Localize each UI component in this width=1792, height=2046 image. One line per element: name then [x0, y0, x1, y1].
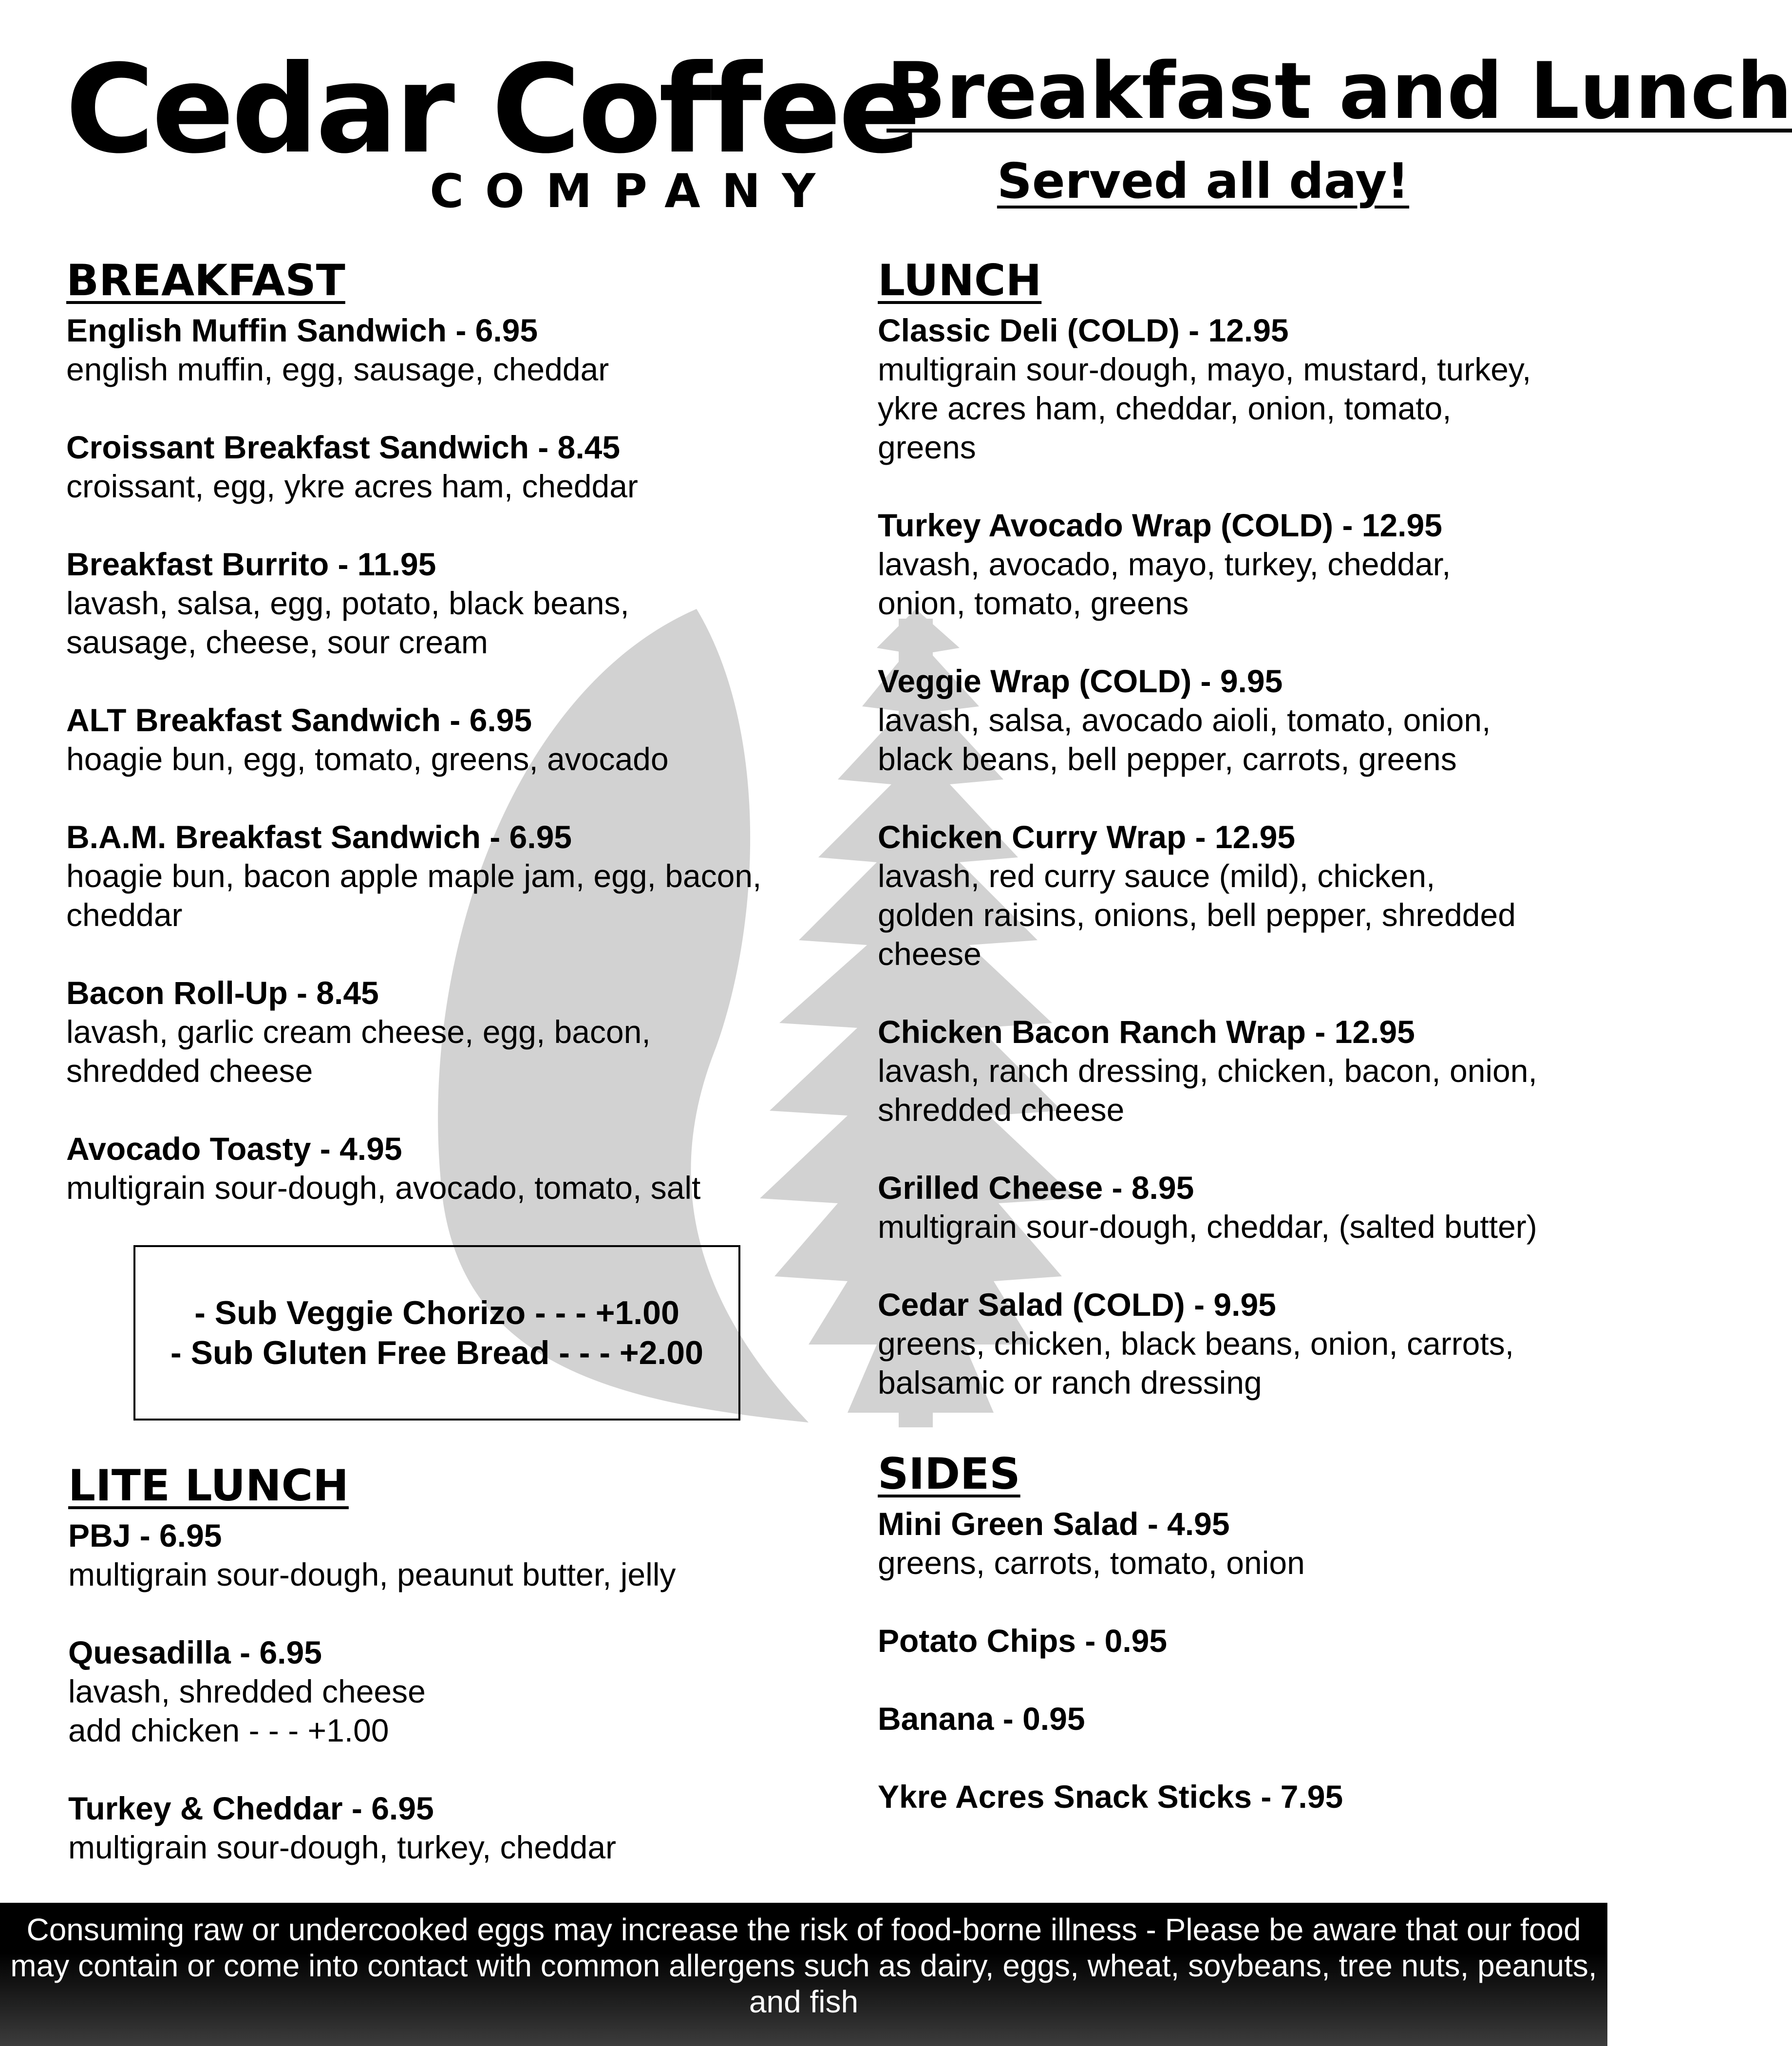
menu-item-name: Ykre Acres Snack Sticks - 7.95	[878, 1779, 1343, 1815]
sides-section	[878, 1449, 1599, 1855]
logo-main-text: Cedar Coffee	[65, 38, 918, 180]
menu-item	[878, 1621, 1599, 1660]
menu-item	[878, 1699, 1599, 1738]
menu-item-name: Avocado Toasty - 4.95	[66, 1131, 402, 1167]
menu-item-name: Veggie Wrap (COLD) - 9.95	[878, 663, 1283, 699]
menu-item	[66, 701, 826, 778]
lunch-title: LUNCH	[878, 255, 1042, 305]
menu-item	[68, 1633, 828, 1750]
menu-item-desc: lavash, salsa, egg, potato, black beans, sausage, cheese, sour cream	[66, 585, 629, 660]
menu-item	[878, 1168, 1599, 1246]
menu-item-name: Banana - 0.95	[878, 1701, 1085, 1737]
breakfast-title: BREAKFAST	[66, 255, 345, 305]
menu-item	[66, 973, 826, 1090]
allergen-notice-footer	[0, 1903, 1607, 2046]
menu-item	[68, 1789, 828, 1867]
menu-item-desc: lavash, avocado, mayo, turkey, cheddar, onion, tomato, greens	[878, 546, 1451, 621]
menu-item-name: Turkey & Cheddar - 6.95	[68, 1790, 434, 1826]
menu-item-name: Quesadilla - 6.95	[68, 1634, 322, 1670]
menu-item	[68, 1516, 828, 1594]
menu-item-desc: lavash, red curry sauce (mild), chicken, golden raisins, onions, bell pepper, shredded cheese	[878, 858, 1516, 972]
menu-item	[878, 1777, 1599, 1816]
allergen-notice-text: Consuming raw or undercooked eggs may increase the risk of food-borne illness - Please be aware that our food may contain or come into contact with common allergens such as dairy, eggs, wheat, soybeans, tree nuts, peanuts, and fish	[10, 1912, 1597, 2019]
menu-item-name: Turkey Avocado Wrap (COLD) - 12.95	[878, 507, 1442, 543]
substitution-box	[133, 1245, 740, 1421]
menu-item	[878, 1504, 1599, 1582]
menu-item	[878, 817, 1599, 973]
menu-item-desc: english muffin, egg, sausage, cheddar	[66, 351, 609, 387]
menu-item	[878, 1285, 1599, 1402]
menu-item-desc: multigrain sour-dough, peaunut butter, jelly	[68, 1556, 676, 1592]
menu-item-desc: hoagie bun, egg, tomato, greens, avocado	[66, 741, 669, 777]
menu-item	[66, 817, 826, 934]
menu-item-name: PBJ - 6.95	[68, 1517, 222, 1553]
menu-item-name: Bacon Roll-Up - 8.45	[66, 975, 379, 1011]
company-logo	[65, 38, 918, 218]
menu-item-desc: hoagie bun, bacon apple maple jam, egg, bacon, cheddar	[66, 858, 762, 933]
menu-item	[878, 662, 1599, 778]
page-subtitle: Served all day!	[997, 152, 1410, 209]
menu-item-name: Cedar Salad (COLD) - 9.95	[878, 1287, 1276, 1323]
menu-item-name: English Muffin Sandwich - 6.95	[66, 312, 538, 348]
menu-item-desc: lavash, salsa, avocado aioli, tomato, onion, black beans, bell pepper, carrots, greens	[878, 702, 1491, 777]
menu-item-desc: greens, chicken, black beans, onion, carrots, balsamic or ranch dressing	[878, 1326, 1514, 1401]
menu-item-name: Classic Deli (COLD) - 12.95	[878, 312, 1289, 348]
menu-item-name: Potato Chips - 0.95	[878, 1623, 1168, 1659]
menu-item-name: B.A.M. Breakfast Sandwich - 6.95	[66, 819, 572, 855]
menu-item-desc: greens, carrots, tomato, onion	[878, 1545, 1305, 1581]
menu-item	[66, 545, 826, 662]
page-title: Breakfast and Lunch	[887, 45, 1792, 136]
menu-item-desc: multigrain sour-dough, mayo, mustard, turkey, ykre acres ham, cheddar, onion, tomato, greens	[878, 351, 1531, 465]
logo-sub-text: COMPANY	[430, 165, 837, 218]
menu-item-desc: lavash, ranch dressing, chicken, bacon, onion, shredded cheese	[878, 1053, 1537, 1128]
breakfast-section	[66, 255, 826, 1246]
menu-item-desc: multigrain sour-dough, cheddar, (salted butter)	[878, 1209, 1537, 1245]
menu-item-name: Mini Green Salad - 4.95	[878, 1506, 1230, 1542]
menu-item-name: Breakfast Burrito - 11.95	[66, 546, 436, 582]
menu-item-desc: multigrain sour-dough, turkey, cheddar	[68, 1829, 617, 1865]
substitution-line: - Sub Gluten Free Bread - - - +2.00	[170, 1334, 703, 1371]
menu-item-name: ALT Breakfast Sandwich - 6.95	[66, 702, 532, 738]
lunch-section	[878, 255, 1599, 1441]
menu-item	[66, 1129, 826, 1207]
menu-item-name: Chicken Bacon Ranch Wrap - 12.95	[878, 1014, 1415, 1050]
menu-item	[878, 311, 1599, 467]
menu-item-desc: croissant, egg, ykre acres ham, cheddar	[66, 468, 638, 504]
menu-item-name: Croissant Breakfast Sandwich - 8.45	[66, 429, 621, 465]
menu-item	[878, 506, 1599, 623]
menu-item	[66, 428, 826, 506]
menu-item-name: Grilled Cheese - 8.95	[878, 1170, 1194, 1206]
menu-item-name: Chicken Curry Wrap - 12.95	[878, 819, 1296, 855]
menu-item-desc: lavash, shredded cheese add chicken - - - +1.00	[68, 1673, 426, 1748]
menu-item-desc: lavash, garlic cream cheese, egg, bacon, shredded cheese	[66, 1014, 651, 1089]
substitution-line: - Sub Veggie Chorizo - - - +1.00	[194, 1294, 679, 1331]
menu-item	[66, 311, 826, 389]
sides-title: SIDES	[878, 1449, 1020, 1499]
menu-item	[878, 1012, 1599, 1129]
lite-lunch-section	[68, 1460, 828, 1906]
lite-lunch-title: LITE LUNCH	[68, 1460, 349, 1511]
menu-item-desc: multigrain sour-dough, avocado, tomato, salt	[66, 1170, 701, 1206]
